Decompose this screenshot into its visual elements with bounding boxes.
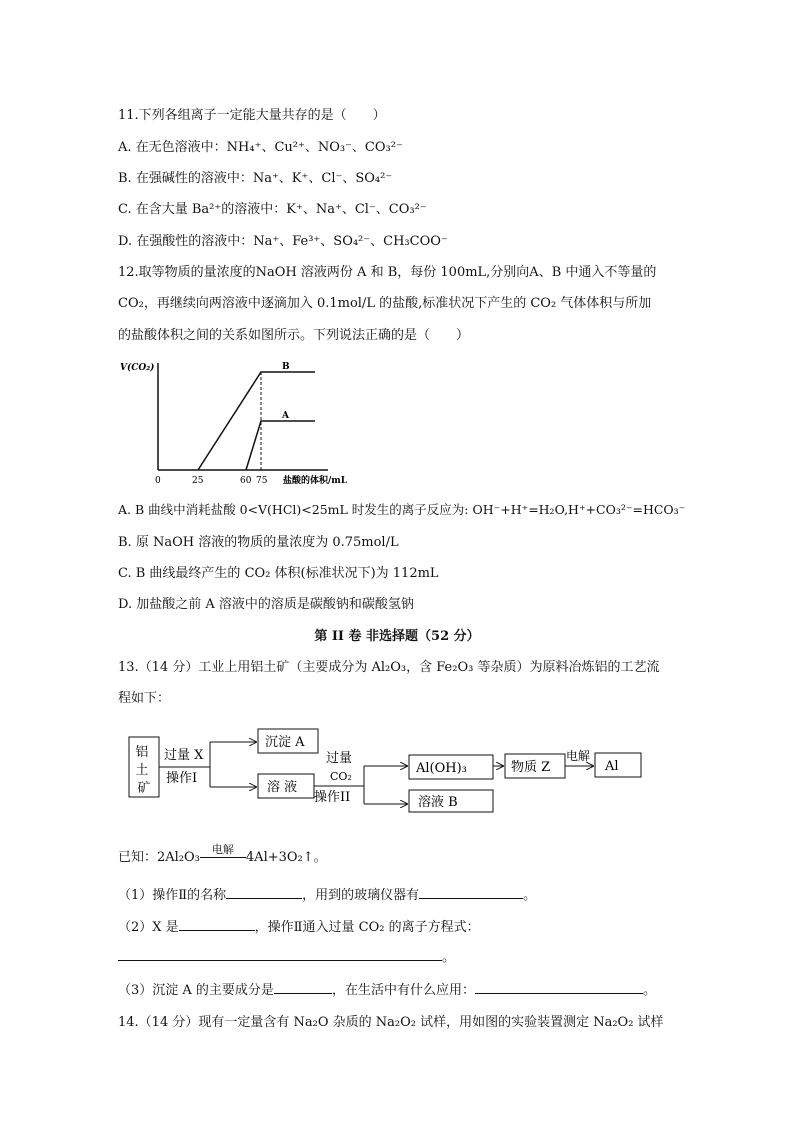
known-suffix: 4Al+3O₂↑。 — [245, 850, 327, 865]
precip-a-label: 沉淀 A — [265, 735, 305, 750]
solution-b-label: 溶液 B — [418, 795, 458, 810]
al-label: Al — [605, 759, 619, 774]
q12-stem-line1: 12.取等物质的量浓度的NaOH 溶液两份 A 和 B，每份 100mL,分别向A、B 中通入不等量的 — [118, 265, 657, 280]
y-axis-label: V(CO₂) — [120, 363, 155, 373]
tick-25: 25 — [192, 476, 204, 486]
q12-option-b: B. 原 NaOH 溶液的物质的量浓度为 0.75mol/L — [118, 535, 399, 550]
tick-75: 75 — [256, 476, 268, 486]
q13-part1: （1）操作Ⅱ的名称 ，用到的玻璃仪器有 。 — [118, 888, 537, 903]
section-title: 第 II 卷 非选择题（52 分） — [314, 629, 480, 644]
answer-blank-3b[interactable] — [475, 981, 643, 994]
q12-stem-line3: 的盐酸体积之间的关系如图所示。下列说法正确的是（ ） — [118, 328, 470, 343]
aloh3-label: Al(OH)₃ — [416, 761, 467, 776]
q12-option-a: A. B 曲线中消耗盐酸 0<V(HCl)<25mL 时发生的离子反应为: OH⁻+H⁺=H₂O,H⁺+CO₃²⁻=HCO₃⁻ — [118, 502, 686, 517]
q13-stem-line2: 程如下： — [118, 691, 171, 706]
curve-b-label: B — [282, 362, 290, 372]
q13-part2-line2: 。 — [118, 946, 455, 965]
curve-a-label: A — [282, 411, 289, 421]
q13-part2: （2）X 是 ，操作Ⅱ通入过量 CO₂ 的离子方程式： — [118, 920, 480, 935]
q12-option-c: C. B 曲线最终产生的 CO₂ 体积(标准状况下)为 112mL — [118, 566, 439, 581]
q11-option-a: A. 在无色溶液中：NH₄⁺、Cu²⁺、NO₃⁻、CO₃²⁻ — [118, 140, 403, 155]
answer-blank-3a[interactable] — [274, 981, 332, 994]
co2-volume-graph — [118, 355, 348, 490]
q11-stem: 11.下列各组离子一定能大量共存的是（ ） — [118, 108, 386, 123]
process-flow-diagram — [118, 722, 658, 817]
q11-option-d: D. 在强酸性的溶液中：Na⁺、Fe³⁺、SO₄²⁻、CH₃COO⁻ — [118, 234, 448, 249]
q11-option-c: C. 在含大量 Ba²⁺的溶液中：K⁺、Na⁺、Cl⁻、CO₃²⁻ — [118, 202, 427, 217]
q14-stem: 14.（14 分）现有一定量含有 Na₂O 杂质的 Na₂O₂ 试样，用如图的实验装置测定 Na₂O₂ 试样 — [118, 1015, 664, 1030]
x-axis-label: 盐酸的体积/mL — [283, 476, 348, 486]
excess-label: 过量 — [326, 751, 353, 766]
reagent-x-label: 过量 X — [164, 748, 204, 763]
q12-option-d: D. 加盐酸之前 A 溶液中的溶质是碳酸钠和碳酸氢钠 — [118, 597, 414, 612]
q13-part3: （3）沉淀 A 的主要成分是 ，在生活中有什么应用： 。 — [118, 983, 656, 998]
known-prefix: 已知：2Al₂O₃ — [118, 850, 200, 865]
curve-a — [246, 421, 315, 470]
tick-60: 60 — [240, 476, 252, 486]
electrolysis-condition: 电解 — [200, 851, 246, 861]
operation-2-label: 操作II — [314, 790, 351, 805]
solution-label: 溶 液 — [267, 780, 298, 795]
answer-blank-1b[interactable] — [419, 886, 523, 899]
q12-stem-line2: CO₂，再继续向两溶液中逐滴加入 0.1mol/L 的盐酸,标准状况下产生的 CO₂ 气体体积与所加 — [118, 296, 652, 311]
answer-blank-1a[interactable] — [226, 886, 302, 899]
operation-1-label: 操作I — [166, 771, 198, 786]
q11-option-b: B. 在强碱性的溶液中：Na⁺、K⁺、Cl⁻、SO₄²⁻ — [118, 171, 393, 186]
answer-blank-2b[interactable] — [118, 948, 442, 961]
electrolysis-label: 电解 — [566, 749, 591, 763]
answer-blank-2a[interactable] — [179, 918, 255, 931]
co2-label: CO₂ — [330, 770, 352, 783]
substance-z-label: 物质 Z — [511, 760, 551, 775]
known-equation — [118, 843, 327, 865]
bauxite-label: 铝 土 矿 — [135, 745, 151, 796]
q13-stem-line1: 13.（14 分）工业上用铝土矿（主要成分为 Al₂O₃，含 Fe₂O₃ 等杂质）为原料冶炼铝的工艺流 — [118, 660, 660, 675]
origin-label: 0 — [155, 476, 161, 486]
